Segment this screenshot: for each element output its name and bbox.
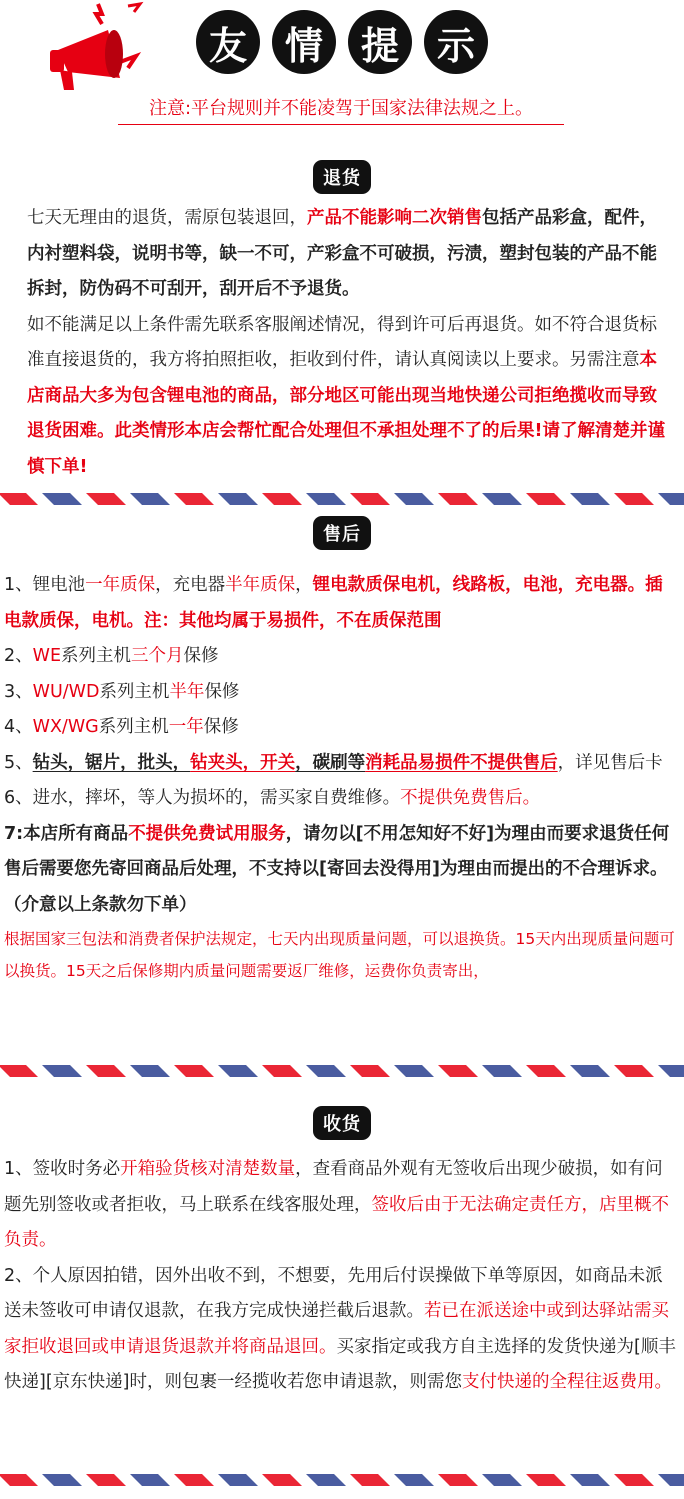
receiving-item-1: 1、签收时务必开箱验货核对清楚数量，查看商品外观有无签收后出现少破损，如有问题先别签收或者拒收，马上联系在线客服处理，签收后由于无法确定责任方，店里概不负责。 xyxy=(4,1159,669,1250)
stripe-segment xyxy=(0,1474,38,1486)
stripe-segment xyxy=(350,1474,390,1486)
stripe-segment xyxy=(218,1474,258,1486)
stripe-segment xyxy=(218,1065,258,1077)
stripe-segment xyxy=(42,493,82,505)
receiving-badge: 收货 xyxy=(313,1106,371,1140)
stripe-segment xyxy=(570,493,610,505)
stripe-segment xyxy=(614,1474,654,1486)
stripe-segment xyxy=(438,493,478,505)
airmail-stripe-divider xyxy=(0,493,684,505)
stripe-segment xyxy=(394,1474,434,1486)
stripe-segment xyxy=(218,493,258,505)
after-sales-law-note: 根据国家三包法和消费者保护法规定，七天内出现质量问题，可以退换货。15天内出现质量问题可以换货。15天之后保修期内质量问题需要返厂维修，运费你负责寄出， xyxy=(4,930,675,980)
stripe-segment xyxy=(130,493,170,505)
stripe-segment xyxy=(174,1065,214,1077)
stripe-segment xyxy=(658,1474,684,1486)
stripe-segment xyxy=(262,493,302,505)
stripe-segment xyxy=(306,1474,346,1486)
title-char: 友 xyxy=(196,10,260,74)
airmail-stripe-divider xyxy=(0,1474,684,1486)
title-char: 提 xyxy=(348,10,412,74)
title-char: 示 xyxy=(424,10,488,74)
stripe-segment xyxy=(306,1065,346,1077)
title-row xyxy=(196,10,488,74)
stripe-segment xyxy=(350,493,390,505)
after-sales-item-3: 3、WU/WD系列主机半年保修 xyxy=(4,681,240,702)
returns-paragraph-2: 如不能满足以上条件需先联系客服阐述情况，得到许可后再退货。如不符合退货标准直接退货的，我方将拍照拒收，拒收到付件，请认真阅读以上要求。另需注意本店商品大多为包含锂电池的商品，部分地区可能出现当地快递公司拒绝揽收而导致退货困难。此类情形本店会帮忙配合处理但不承担处理不了的后果!请了解清楚并谨慎下单! xyxy=(27,314,665,477)
stripe-segment xyxy=(526,1474,566,1486)
stripe-segment xyxy=(482,1065,522,1077)
stripe-segment xyxy=(570,1065,610,1077)
stripe-segment xyxy=(482,1474,522,1486)
receiving-section xyxy=(0,1106,684,1401)
stripe-segment xyxy=(86,1474,126,1486)
stripe-segment xyxy=(482,493,522,505)
stripe-segment xyxy=(350,1065,390,1077)
stripe-segment xyxy=(174,1474,214,1486)
stripe-segment xyxy=(306,493,346,505)
returns-badge: 退货 xyxy=(313,160,371,194)
airmail-stripe-divider xyxy=(0,1065,684,1077)
stripe-segment xyxy=(0,1065,38,1077)
stripe-segment xyxy=(42,1474,82,1486)
after-sales-item-4: 4、WX/WG系列主机一年保修 xyxy=(4,717,239,737)
stripe-segment xyxy=(614,1065,654,1077)
stripe-segment xyxy=(262,1474,302,1486)
after-sales-item-5: 5、钻头，锯片，批头，钻夹头，开关，碳刷等消耗品易损件不提供售后，详见售后卡 xyxy=(4,752,663,773)
after-sales-item-6: 6、进水，摔坏，等人为损坏的，需买家自费维修。不提供免费售后。 xyxy=(4,788,541,808)
header xyxy=(0,0,684,125)
after-sales-section xyxy=(0,516,684,987)
notice-text: 注意:平台规则并不能凌驾于国家法律法规之上。 xyxy=(118,94,564,125)
stripe-segment xyxy=(658,1065,684,1077)
receiving-item-2: 2、个人原因拍错，因外出收不到，不想要，先用后付误操做下单等原因，如商品未派送未签收可申请仅退款，在我方完成快递拦截后退款。若已在派送途中或到达驿站需买家拒收退回或申请退货退款并将商品退回。买家指定或我方自主选择的发货快递为[顺丰快递][京东快递]时，则包裹一经揽收若您申请退款，则需您支付快递的全程往返费用。 xyxy=(4,1265,676,1392)
stripe-segment xyxy=(86,1065,126,1077)
stripe-segment xyxy=(0,493,38,505)
megaphone-icon xyxy=(28,0,158,100)
stripe-segment xyxy=(570,1474,610,1486)
stripe-segment xyxy=(42,1065,82,1077)
returns-paragraph-1: 七天无理由的退货，需原包装退回，产品不能影响二次销售包括产品彩盒，配件，内衬塑料袋，说明书等，缺一不可，产彩盒不可破损，污渍，塑封包装的产品不能拆封，防伪码不可刮开，刮开后不予退货。 xyxy=(27,208,657,299)
title-char: 情 xyxy=(272,10,336,74)
stripe-segment xyxy=(438,1065,478,1077)
stripe-segment xyxy=(394,493,434,505)
after-sales-item-1: 1、锂电池一年质保，充电器半年质保，锂电款质保电机，线路板，电池，充电器。插电款质保，电机。注：其他均属于易损件，不在质保范围 xyxy=(4,575,663,631)
returns-section xyxy=(0,160,684,485)
stripe-segment xyxy=(174,493,214,505)
after-sales-item-2: 2、WE系列主机三个月保修 xyxy=(4,646,219,666)
stripe-segment xyxy=(658,493,684,505)
stripe-segment xyxy=(130,1474,170,1486)
after-sales-item-7: 7:本店所有商品不提供免费试用服务，请勿以[不用怎知好不好]为理由而要求退货任何售后需要您先寄回商品后处理，不支持以[寄回去没得用]为理由而提出的不合理诉求。（介意以上条款勿下单） xyxy=(4,823,670,915)
stripe-segment xyxy=(86,493,126,505)
stripe-segment xyxy=(438,1474,478,1486)
stripe-segment xyxy=(394,1065,434,1077)
after-sales-badge: 售后 xyxy=(313,516,371,550)
stripe-segment xyxy=(262,1065,302,1077)
stripe-segment xyxy=(526,493,566,505)
stripe-segment xyxy=(614,493,654,505)
stripe-segment xyxy=(130,1065,170,1077)
stripe-segment xyxy=(526,1065,566,1077)
